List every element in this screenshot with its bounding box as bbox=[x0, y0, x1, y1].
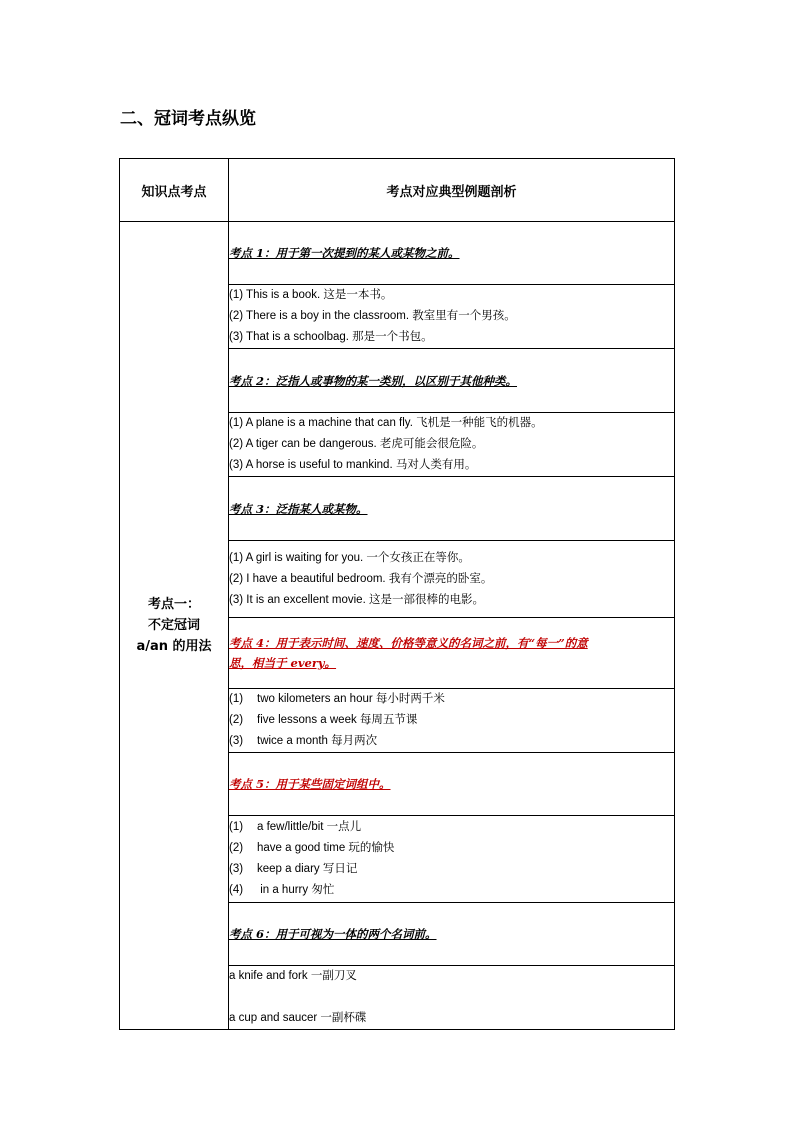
example-line: (3) keep a diary 写日记 bbox=[229, 863, 358, 875]
point-title: 考点 2：泛指人或事物的某一类别，以区别于其他种类。 bbox=[229, 349, 675, 413]
example-line: (2) five lessons a week 每周五节课 bbox=[229, 714, 418, 726]
point-title: 考点 5：用于某些固定词组中。 bbox=[229, 753, 675, 816]
category-label: 不定冠词 bbox=[147, 618, 200, 633]
header-example-analysis: 考点对应典型例题剖析 bbox=[229, 159, 675, 222]
header-knowledge-point: 知识点考点 bbox=[120, 159, 229, 222]
point-title: 考点 3：泛指某人或某物。 bbox=[229, 477, 675, 541]
table-header-row bbox=[120, 159, 675, 222]
example-cell bbox=[229, 689, 675, 753]
point-title bbox=[229, 618, 675, 689]
example-line: a cup and saucer 一副杯碟 bbox=[229, 1012, 367, 1024]
example-line: (3) A horse is useful to mankind. 马对人类有用。 bbox=[229, 459, 477, 471]
example-line: (1) This is a book. 这是一本书。 bbox=[229, 289, 393, 301]
example-line: (1) A plane is a machine that can fly. 飞机是一种能飞的机器。 bbox=[229, 417, 543, 429]
example-line: (2) There is a boy in the classroom. 教室里有一个男孩。 bbox=[229, 310, 516, 322]
example-line: (3) It is an excellent movie. 这是一部很棒的电影。 bbox=[229, 593, 484, 606]
example-line: (3) twice a month 每月两次 bbox=[229, 735, 378, 747]
example-cell bbox=[229, 541, 675, 618]
example-cell bbox=[229, 816, 675, 903]
example-line: a knife and fork 一副刀叉 bbox=[229, 970, 357, 982]
category-cell bbox=[120, 222, 229, 1030]
example-line: (3) That is a schoolbag. 那是一个书包。 bbox=[229, 331, 433, 343]
section-title: 二、冠词考点纵览 bbox=[120, 109, 256, 129]
example-cell bbox=[229, 966, 675, 1030]
point-title-line: 思，相当于 every。 bbox=[229, 656, 337, 670]
point-title-line: 考点 4：用于表示时间、速度、价格等意义的名词之前，有“每一”的意 bbox=[229, 636, 588, 650]
example-line: (1) A girl is waiting for you. 一个女孩正在等你。 bbox=[229, 551, 470, 564]
example-line: (2) A tiger can be dangerous. 老虎可能会很危险。 bbox=[229, 438, 484, 450]
point-title: 考点 6：用于可视为一体的两个名词前。 bbox=[229, 903, 675, 966]
example-line: (1) two kilometers an hour 每小时两千米 bbox=[229, 693, 445, 705]
example-line: (2) I have a beautiful bedroom. 我有个漂亮的卧室。 bbox=[229, 572, 493, 585]
example-line: (2) have a good time 玩的愉快 bbox=[229, 842, 395, 854]
example-line: (4) in a hurry 匆忙 bbox=[229, 884, 335, 896]
table-row bbox=[120, 222, 675, 285]
example-line: (1) a few/little/bit 一点儿 bbox=[229, 821, 362, 833]
example-cell bbox=[229, 285, 675, 349]
point-title: 考点 1：用于第一次提到的某人或某物之前。 bbox=[229, 222, 675, 285]
example-cell bbox=[229, 413, 675, 477]
category-label: a/an 的用法 bbox=[136, 639, 212, 654]
category-label: 考点一： bbox=[147, 597, 200, 612]
article-points-table bbox=[119, 158, 675, 1030]
